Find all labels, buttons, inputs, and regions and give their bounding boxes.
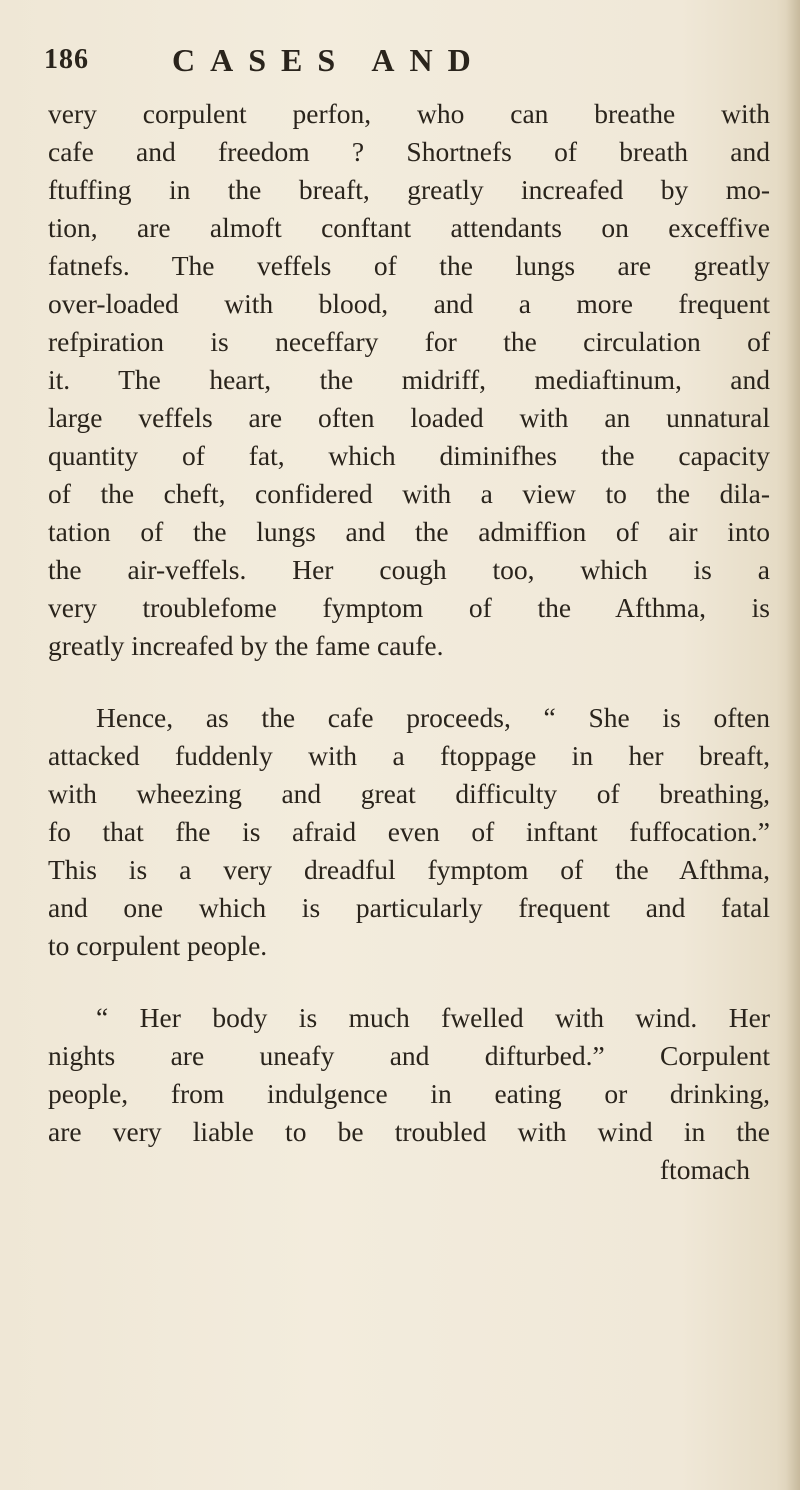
- text-line: refpiration is neceffary for the circulation of: [48, 326, 770, 357]
- text-line: very corpulent perfon, who can breathe with: [48, 98, 770, 129]
- text-line: cafe and freedom ? Shortnefs of breath and: [48, 136, 770, 167]
- text-line: attacked fuddenly with a ftoppage in her breaft,: [48, 740, 770, 771]
- text-line: with wheezing and great difficulty of breathing,: [48, 778, 770, 809]
- text-line: “ Her body is much fwelled with wind. Her: [96, 1002, 770, 1033]
- text-line: greatly increafed by the fame caufe.: [48, 630, 444, 661]
- text-line: fo that fhe is afraid even of inftant fuffocation.”: [48, 816, 770, 847]
- text-line: ftuffing in the breaft, greatly increafed by mo-: [48, 174, 770, 205]
- text-line: tion, are almoft conftant attendants on exceffive: [48, 212, 770, 243]
- body-text: [48, 95, 770, 1189]
- text-line: the air-veffels. Her cough too, which is a: [48, 554, 770, 585]
- text-line: tation of the lungs and the admiffion of air into: [48, 516, 770, 547]
- page-header: [44, 44, 744, 84]
- text-line: it. The heart, the midriff, mediaftinum, and: [48, 364, 770, 395]
- page-edge-shadow: [786, 0, 800, 1490]
- text-line: quantity of fat, which diminifhes the capacity: [48, 440, 770, 471]
- text-line: very troublefome fymptom of the Afthma, is: [48, 592, 770, 623]
- text-line: large veffels are often loaded with an unnatural: [48, 402, 770, 433]
- catchword: ftomach: [659, 1154, 750, 1185]
- text-line: are very liable to be troubled with wind in the: [48, 1116, 770, 1147]
- text-line: of the cheft, confidered with a view to the dila-: [48, 478, 770, 509]
- text-line: over-loaded with blood, and a more frequent: [48, 288, 770, 319]
- text-line: people, from indulgence in eating or drinking,: [48, 1078, 770, 1109]
- text-line: Hence, as the cafe proceeds, “ She is often: [96, 702, 770, 733]
- text-line: fatnefs. The veffels of the lungs are greatly: [48, 250, 770, 281]
- paragraph-gap: [48, 965, 770, 999]
- text-line: and one which is particularly frequent and fatal: [48, 892, 770, 923]
- running-head: CASES AND: [172, 42, 486, 78]
- text-line: This is a very dreadful fymptom of the Afthma,: [48, 854, 770, 885]
- page-number: 186: [44, 44, 89, 75]
- text-line: nights are uneafy and difturbed.” Corpulent: [48, 1040, 770, 1071]
- paragraph-gap: [48, 665, 770, 699]
- text-line: to corpulent people.: [48, 930, 268, 961]
